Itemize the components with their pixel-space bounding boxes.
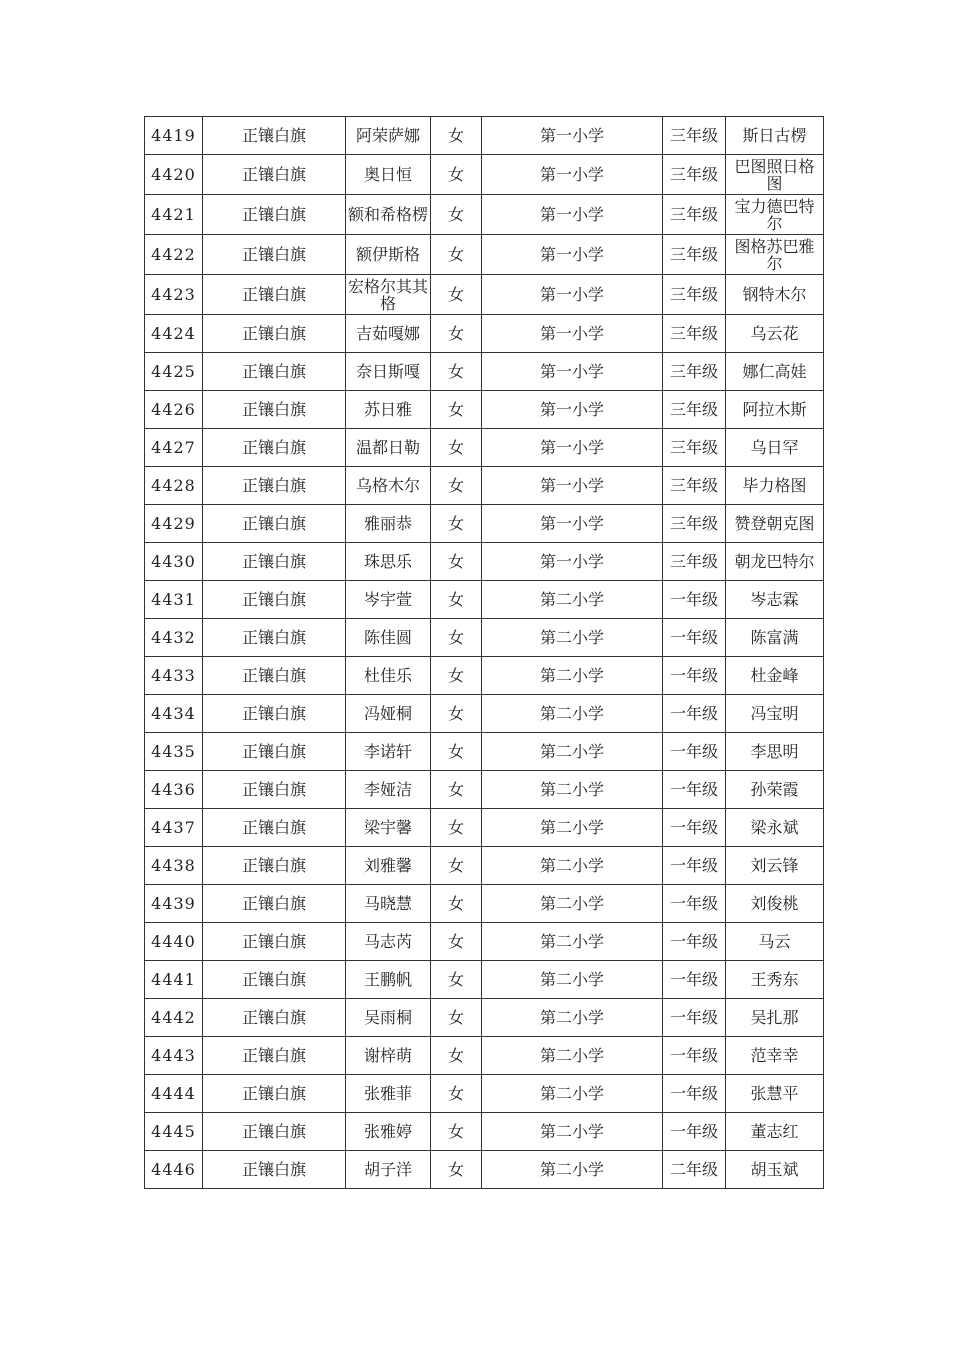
student-name: 温都日勒 xyxy=(346,429,431,467)
student-name: 王鹏帆 xyxy=(346,961,431,999)
gender-cell: 女 xyxy=(431,1151,482,1189)
parent-name: 胡玉斌 xyxy=(726,1151,824,1189)
gender-cell: 女 xyxy=(431,505,482,543)
parent-name: 乌日罕 xyxy=(726,429,824,467)
parent-name: 梁永斌 xyxy=(726,809,824,847)
grade-cell: 一年级 xyxy=(663,999,726,1037)
grade-cell: 一年级 xyxy=(663,733,726,771)
student-name: 吴雨桐 xyxy=(346,999,431,1037)
grade-cell: 二年级 xyxy=(663,1151,726,1189)
table-row xyxy=(145,353,824,391)
parent-name: 李思明 xyxy=(726,733,824,771)
parent-name: 张慧平 xyxy=(726,1075,824,1113)
student-name: 奈日斯嘎 xyxy=(346,353,431,391)
table-row xyxy=(145,733,824,771)
gender-cell: 女 xyxy=(431,467,482,505)
student-name: 陈佳圆 xyxy=(346,619,431,657)
gender-cell: 女 xyxy=(431,195,482,235)
school-cell: 第二小学 xyxy=(482,1075,663,1113)
banner-cell: 正镶白旗 xyxy=(203,847,346,885)
grade-cell: 一年级 xyxy=(663,1037,726,1075)
parent-name: 杜金峰 xyxy=(726,657,824,695)
student-name: 阿荣萨娜 xyxy=(346,117,431,155)
grade-cell: 三年级 xyxy=(663,195,726,235)
row-number: 4442 xyxy=(145,999,203,1037)
parent-name: 冯宝明 xyxy=(726,695,824,733)
school-cell: 第一小学 xyxy=(482,391,663,429)
grade-cell: 一年级 xyxy=(663,961,726,999)
table-row xyxy=(145,315,824,353)
grade-cell: 三年级 xyxy=(663,505,726,543)
grade-cell: 三年级 xyxy=(663,235,726,275)
parent-name: 王秀东 xyxy=(726,961,824,999)
grade-cell: 三年级 xyxy=(663,467,726,505)
row-number: 4425 xyxy=(145,353,203,391)
gender-cell: 女 xyxy=(431,581,482,619)
gender-cell: 女 xyxy=(431,155,482,195)
school-cell: 第二小学 xyxy=(482,1151,663,1189)
student-name: 岑宇萱 xyxy=(346,581,431,619)
table-row xyxy=(145,1113,824,1151)
row-number: 4437 xyxy=(145,809,203,847)
table-row xyxy=(145,429,824,467)
parent-name: 董志红 xyxy=(726,1113,824,1151)
parent-name: 朝龙巴特尔 xyxy=(726,543,824,581)
gender-cell: 女 xyxy=(431,999,482,1037)
grade-cell: 一年级 xyxy=(663,1075,726,1113)
table-row xyxy=(145,275,824,315)
banner-cell: 正镶白旗 xyxy=(203,195,346,235)
student-name: 张雅婷 xyxy=(346,1113,431,1151)
table-row xyxy=(145,467,824,505)
gender-cell: 女 xyxy=(431,429,482,467)
banner-cell: 正镶白旗 xyxy=(203,961,346,999)
row-number: 4446 xyxy=(145,1151,203,1189)
roster-body xyxy=(145,117,824,1189)
grade-cell: 一年级 xyxy=(663,581,726,619)
table-row xyxy=(145,155,824,195)
gender-cell: 女 xyxy=(431,657,482,695)
student-name: 宏格尔其其格 xyxy=(346,275,431,315)
row-number: 4441 xyxy=(145,961,203,999)
table-row xyxy=(145,809,824,847)
grade-cell: 三年级 xyxy=(663,155,726,195)
gender-cell: 女 xyxy=(431,695,482,733)
gender-cell: 女 xyxy=(431,275,482,315)
parent-name: 巴图照日格图 xyxy=(726,155,824,195)
grade-cell: 一年级 xyxy=(663,619,726,657)
table-row xyxy=(145,1151,824,1189)
student-name: 李娅洁 xyxy=(346,771,431,809)
school-cell: 第二小学 xyxy=(482,1113,663,1151)
parent-name: 宝力德巴特尔 xyxy=(726,195,824,235)
parent-name: 娜仁高娃 xyxy=(726,353,824,391)
grade-cell: 一年级 xyxy=(663,771,726,809)
banner-cell: 正镶白旗 xyxy=(203,1037,346,1075)
grade-cell: 三年级 xyxy=(663,353,726,391)
banner-cell: 正镶白旗 xyxy=(203,467,346,505)
banner-cell: 正镶白旗 xyxy=(203,733,346,771)
student-name: 谢梓萌 xyxy=(346,1037,431,1075)
school-cell: 第二小学 xyxy=(482,847,663,885)
gender-cell: 女 xyxy=(431,315,482,353)
student-name: 胡子洋 xyxy=(346,1151,431,1189)
parent-name: 马云 xyxy=(726,923,824,961)
parent-name: 毕力格图 xyxy=(726,467,824,505)
student-name: 苏日雅 xyxy=(346,391,431,429)
grade-cell: 一年级 xyxy=(663,923,726,961)
parent-name: 岑志霖 xyxy=(726,581,824,619)
banner-cell: 正镶白旗 xyxy=(203,581,346,619)
gender-cell: 女 xyxy=(431,353,482,391)
row-number: 4419 xyxy=(145,117,203,155)
school-cell: 第一小学 xyxy=(482,353,663,391)
table-row xyxy=(145,771,824,809)
gender-cell: 女 xyxy=(431,391,482,429)
banner-cell: 正镶白旗 xyxy=(203,771,346,809)
student-name: 乌格木尔 xyxy=(346,467,431,505)
gender-cell: 女 xyxy=(431,847,482,885)
banner-cell: 正镶白旗 xyxy=(203,657,346,695)
table-row xyxy=(145,195,824,235)
row-number: 4428 xyxy=(145,467,203,505)
gender-cell: 女 xyxy=(431,733,482,771)
row-number: 4424 xyxy=(145,315,203,353)
gender-cell: 女 xyxy=(431,809,482,847)
gender-cell: 女 xyxy=(431,235,482,275)
table-row xyxy=(145,619,824,657)
banner-cell: 正镶白旗 xyxy=(203,117,346,155)
banner-cell: 正镶白旗 xyxy=(203,695,346,733)
student-name: 雅丽恭 xyxy=(346,505,431,543)
student-name: 额和希格楞 xyxy=(346,195,431,235)
school-cell: 第一小学 xyxy=(482,235,663,275)
student-name: 吉茹嘎娜 xyxy=(346,315,431,353)
row-number: 4444 xyxy=(145,1075,203,1113)
row-number: 4435 xyxy=(145,733,203,771)
table-row xyxy=(145,543,824,581)
grade-cell: 一年级 xyxy=(663,847,726,885)
student-name: 马志芮 xyxy=(346,923,431,961)
grade-cell: 一年级 xyxy=(663,695,726,733)
banner-cell: 正镶白旗 xyxy=(203,505,346,543)
row-number: 4423 xyxy=(145,275,203,315)
row-number: 4438 xyxy=(145,847,203,885)
table-row xyxy=(145,885,824,923)
row-number: 4434 xyxy=(145,695,203,733)
row-number: 4440 xyxy=(145,923,203,961)
school-cell: 第二小学 xyxy=(482,923,663,961)
school-cell: 第一小学 xyxy=(482,315,663,353)
student-name: 梁宇馨 xyxy=(346,809,431,847)
school-cell: 第一小学 xyxy=(482,467,663,505)
student-name: 张雅菲 xyxy=(346,1075,431,1113)
grade-cell: 三年级 xyxy=(663,315,726,353)
row-number: 4426 xyxy=(145,391,203,429)
row-number: 4421 xyxy=(145,195,203,235)
banner-cell: 正镶白旗 xyxy=(203,1151,346,1189)
table-row xyxy=(145,695,824,733)
school-cell: 第二小学 xyxy=(482,657,663,695)
school-cell: 第二小学 xyxy=(482,581,663,619)
parent-name: 乌云花 xyxy=(726,315,824,353)
row-number: 4430 xyxy=(145,543,203,581)
school-cell: 第二小学 xyxy=(482,619,663,657)
grade-cell: 三年级 xyxy=(663,543,726,581)
school-cell: 第二小学 xyxy=(482,695,663,733)
gender-cell: 女 xyxy=(431,1113,482,1151)
school-cell: 第一小学 xyxy=(482,505,663,543)
school-cell: 第二小学 xyxy=(482,885,663,923)
table-row xyxy=(145,505,824,543)
school-cell: 第一小学 xyxy=(482,117,663,155)
parent-name: 斯日古楞 xyxy=(726,117,824,155)
row-number: 4431 xyxy=(145,581,203,619)
grade-cell: 三年级 xyxy=(663,275,726,315)
table-row xyxy=(145,581,824,619)
grade-cell: 一年级 xyxy=(663,1113,726,1151)
parent-name: 陈富满 xyxy=(726,619,824,657)
table-row xyxy=(145,961,824,999)
row-number: 4427 xyxy=(145,429,203,467)
banner-cell: 正镶白旗 xyxy=(203,619,346,657)
banner-cell: 正镶白旗 xyxy=(203,315,346,353)
row-number: 4436 xyxy=(145,771,203,809)
banner-cell: 正镶白旗 xyxy=(203,999,346,1037)
table-row xyxy=(145,235,824,275)
gender-cell: 女 xyxy=(431,923,482,961)
banner-cell: 正镶白旗 xyxy=(203,275,346,315)
parent-name: 刘俊桃 xyxy=(726,885,824,923)
row-number: 4420 xyxy=(145,155,203,195)
gender-cell: 女 xyxy=(431,117,482,155)
table-row xyxy=(145,1037,824,1075)
school-cell: 第一小学 xyxy=(482,429,663,467)
row-number: 4422 xyxy=(145,235,203,275)
grade-cell: 三年级 xyxy=(663,391,726,429)
parent-name: 钢特木尔 xyxy=(726,275,824,315)
banner-cell: 正镶白旗 xyxy=(203,391,346,429)
table-row xyxy=(145,1075,824,1113)
student-name: 刘雅馨 xyxy=(346,847,431,885)
student-name: 冯娅桐 xyxy=(346,695,431,733)
parent-name: 范幸幸 xyxy=(726,1037,824,1075)
row-number: 4429 xyxy=(145,505,203,543)
parent-name: 吴扎那 xyxy=(726,999,824,1037)
school-cell: 第二小学 xyxy=(482,1037,663,1075)
table-row xyxy=(145,923,824,961)
grade-cell: 三年级 xyxy=(663,429,726,467)
banner-cell: 正镶白旗 xyxy=(203,1075,346,1113)
parent-name: 刘云锋 xyxy=(726,847,824,885)
parent-name: 阿拉木斯 xyxy=(726,391,824,429)
banner-cell: 正镶白旗 xyxy=(203,809,346,847)
parent-name: 图格苏巴雅尔 xyxy=(726,235,824,275)
gender-cell: 女 xyxy=(431,1075,482,1113)
banner-cell: 正镶白旗 xyxy=(203,923,346,961)
grade-cell: 三年级 xyxy=(663,117,726,155)
grade-cell: 一年级 xyxy=(663,885,726,923)
row-number: 4445 xyxy=(145,1113,203,1151)
gender-cell: 女 xyxy=(431,1037,482,1075)
gender-cell: 女 xyxy=(431,543,482,581)
row-number: 4439 xyxy=(145,885,203,923)
school-cell: 第一小学 xyxy=(482,543,663,581)
gender-cell: 女 xyxy=(431,885,482,923)
banner-cell: 正镶白旗 xyxy=(203,1113,346,1151)
student-name: 奥日恒 xyxy=(346,155,431,195)
school-cell: 第二小学 xyxy=(482,809,663,847)
table-row xyxy=(145,391,824,429)
row-number: 4432 xyxy=(145,619,203,657)
table-row xyxy=(145,847,824,885)
banner-cell: 正镶白旗 xyxy=(203,353,346,391)
table-row xyxy=(145,657,824,695)
roster-table xyxy=(144,116,824,1189)
row-number: 4443 xyxy=(145,1037,203,1075)
student-name: 珠思乐 xyxy=(346,543,431,581)
school-cell: 第一小学 xyxy=(482,155,663,195)
parent-name: 孙荣霞 xyxy=(726,771,824,809)
parent-name: 赞登朝克图 xyxy=(726,505,824,543)
school-cell: 第一小学 xyxy=(482,275,663,315)
school-cell: 第二小学 xyxy=(482,961,663,999)
grade-cell: 一年级 xyxy=(663,657,726,695)
banner-cell: 正镶白旗 xyxy=(203,885,346,923)
school-cell: 第二小学 xyxy=(482,733,663,771)
school-cell: 第二小学 xyxy=(482,771,663,809)
banner-cell: 正镶白旗 xyxy=(203,429,346,467)
school-cell: 第二小学 xyxy=(482,999,663,1037)
gender-cell: 女 xyxy=(431,619,482,657)
banner-cell: 正镶白旗 xyxy=(203,543,346,581)
school-cell: 第一小学 xyxy=(482,195,663,235)
banner-cell: 正镶白旗 xyxy=(203,235,346,275)
student-name: 李诺轩 xyxy=(346,733,431,771)
grade-cell: 一年级 xyxy=(663,809,726,847)
gender-cell: 女 xyxy=(431,771,482,809)
row-number: 4433 xyxy=(145,657,203,695)
table-row xyxy=(145,999,824,1037)
table-row xyxy=(145,117,824,155)
student-name: 额伊斯格 xyxy=(346,235,431,275)
banner-cell: 正镶白旗 xyxy=(203,155,346,195)
gender-cell: 女 xyxy=(431,961,482,999)
student-name: 杜佳乐 xyxy=(346,657,431,695)
student-name: 马晓慧 xyxy=(346,885,431,923)
